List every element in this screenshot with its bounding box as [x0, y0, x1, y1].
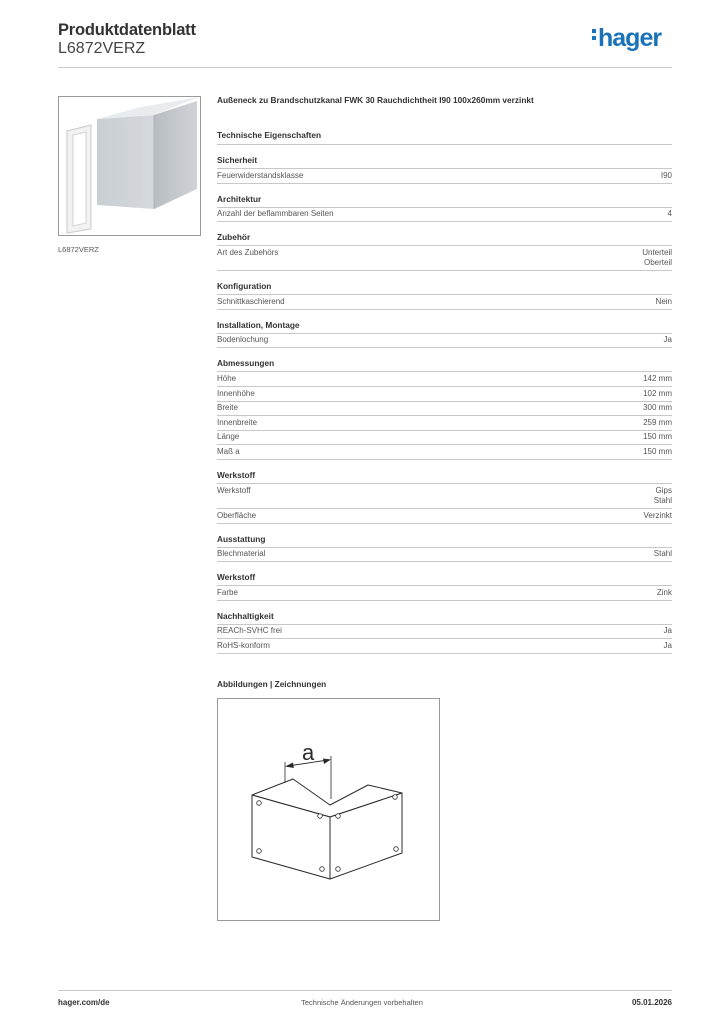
spec-row [217, 586, 672, 601]
spec-label: Innenbreite [217, 417, 258, 427]
spec-row [217, 295, 672, 310]
spec-value: Ja [663, 640, 672, 650]
spec-value: 300 mm [643, 403, 672, 413]
spec-label: Oberfläche [217, 510, 257, 520]
footer-website: hager.com/de [58, 998, 110, 1007]
spec-label: Breite [217, 403, 238, 413]
product-title: Außeneck zu Brandschutzkanal FWK 30 Rauchdichtheit I90 100x260mm verzinkt [217, 95, 534, 105]
section-title: Werkstoff [217, 572, 672, 586]
spec-value: 142 mm [643, 373, 672, 383]
footer-date: 05.01.2026 [631, 998, 672, 1007]
section-title: Nachhaltigkeit [217, 611, 672, 625]
section-title: Installation, Montage [217, 320, 672, 334]
section-title: Abmessungen [217, 358, 672, 372]
spec-label: Anzahl der beflammbaren Seiten [217, 209, 334, 219]
figures-title: Abbildungen | Zeichnungen [217, 679, 327, 689]
spec-row [217, 548, 672, 563]
spec-label: Art des Zubehörs [217, 247, 279, 257]
spec-label: Länge [217, 432, 240, 442]
spec-label: Farbe [217, 587, 238, 597]
article-number: L6872VERZ [58, 40, 146, 57]
spec-row [217, 416, 672, 431]
spec-value: Verzinkt [643, 510, 672, 520]
spec-label: Bodenlochung [217, 335, 269, 345]
spec-row [217, 509, 672, 524]
spec-value: 259 mm [643, 417, 672, 427]
footer-notice: Technische Änderungen vorbehalten [301, 998, 423, 1007]
logo-dots-icon [592, 26, 596, 43]
hager-logo [592, 26, 661, 51]
spec-label: Schnittkaschierend [217, 296, 285, 306]
header-divider [58, 67, 672, 68]
spec-value: I90 [660, 170, 672, 180]
spec-row [217, 639, 672, 654]
spec-content [217, 95, 672, 654]
spec-value: Nein [655, 296, 672, 306]
spec-value: 102 mm [643, 388, 672, 398]
spec-label: Höhe [217, 373, 237, 383]
spec-label: Innenhöhe [217, 388, 255, 398]
spec-row [217, 208, 672, 223]
spec-row [217, 387, 672, 402]
page-title: Produktdatenblatt [58, 21, 196, 39]
section-title: Ausstattung [217, 534, 672, 548]
dimension-label: a [302, 740, 315, 765]
section-title: Werkstoff [217, 470, 672, 484]
spec-value: Stahl [653, 549, 672, 559]
spec-row [217, 484, 672, 509]
section-title: Sicherheit [217, 155, 672, 169]
spec-row [217, 402, 672, 417]
spec-label: Werkstoff [217, 485, 251, 495]
spec-value: Gips Stahl [653, 485, 672, 505]
spec-sections [217, 155, 672, 654]
spec-label: Blechmaterial [217, 549, 266, 559]
spec-label: Feuerwiderstandsklasse [217, 170, 304, 180]
spec-row [217, 246, 672, 271]
product-image-caption: L6872VERZ [58, 245, 99, 254]
spec-row [217, 372, 672, 387]
logo-text: hager [598, 24, 662, 52]
spec-row [217, 445, 672, 460]
section-title: Architektur [217, 194, 672, 208]
spec-label: REACh-SVHC frei [217, 626, 282, 636]
spec-value: 150 mm [643, 432, 672, 442]
spec-value: Ja [663, 335, 672, 345]
spec-row [217, 334, 672, 349]
technical-drawing [217, 698, 440, 921]
spec-label: Maß a [217, 446, 240, 456]
product-image [58, 96, 201, 236]
spec-value: Ja [663, 626, 672, 636]
spec-row [217, 625, 672, 640]
spec-row [217, 169, 672, 184]
spec-row [217, 431, 672, 446]
spec-value: 4 [667, 209, 672, 219]
tech-properties-title: Technische Eigenschaften [217, 130, 672, 145]
spec-label: RoHS-konform [217, 640, 270, 650]
spec-value: 150 mm [643, 446, 672, 456]
spec-value: Unterteil Oberteil [642, 247, 672, 268]
section-title: Zubehör [217, 232, 672, 246]
footer-divider [58, 990, 672, 991]
section-title: Konfiguration [217, 281, 672, 295]
spec-value: Zink [656, 587, 672, 597]
corner-drawing [218, 699, 439, 920]
